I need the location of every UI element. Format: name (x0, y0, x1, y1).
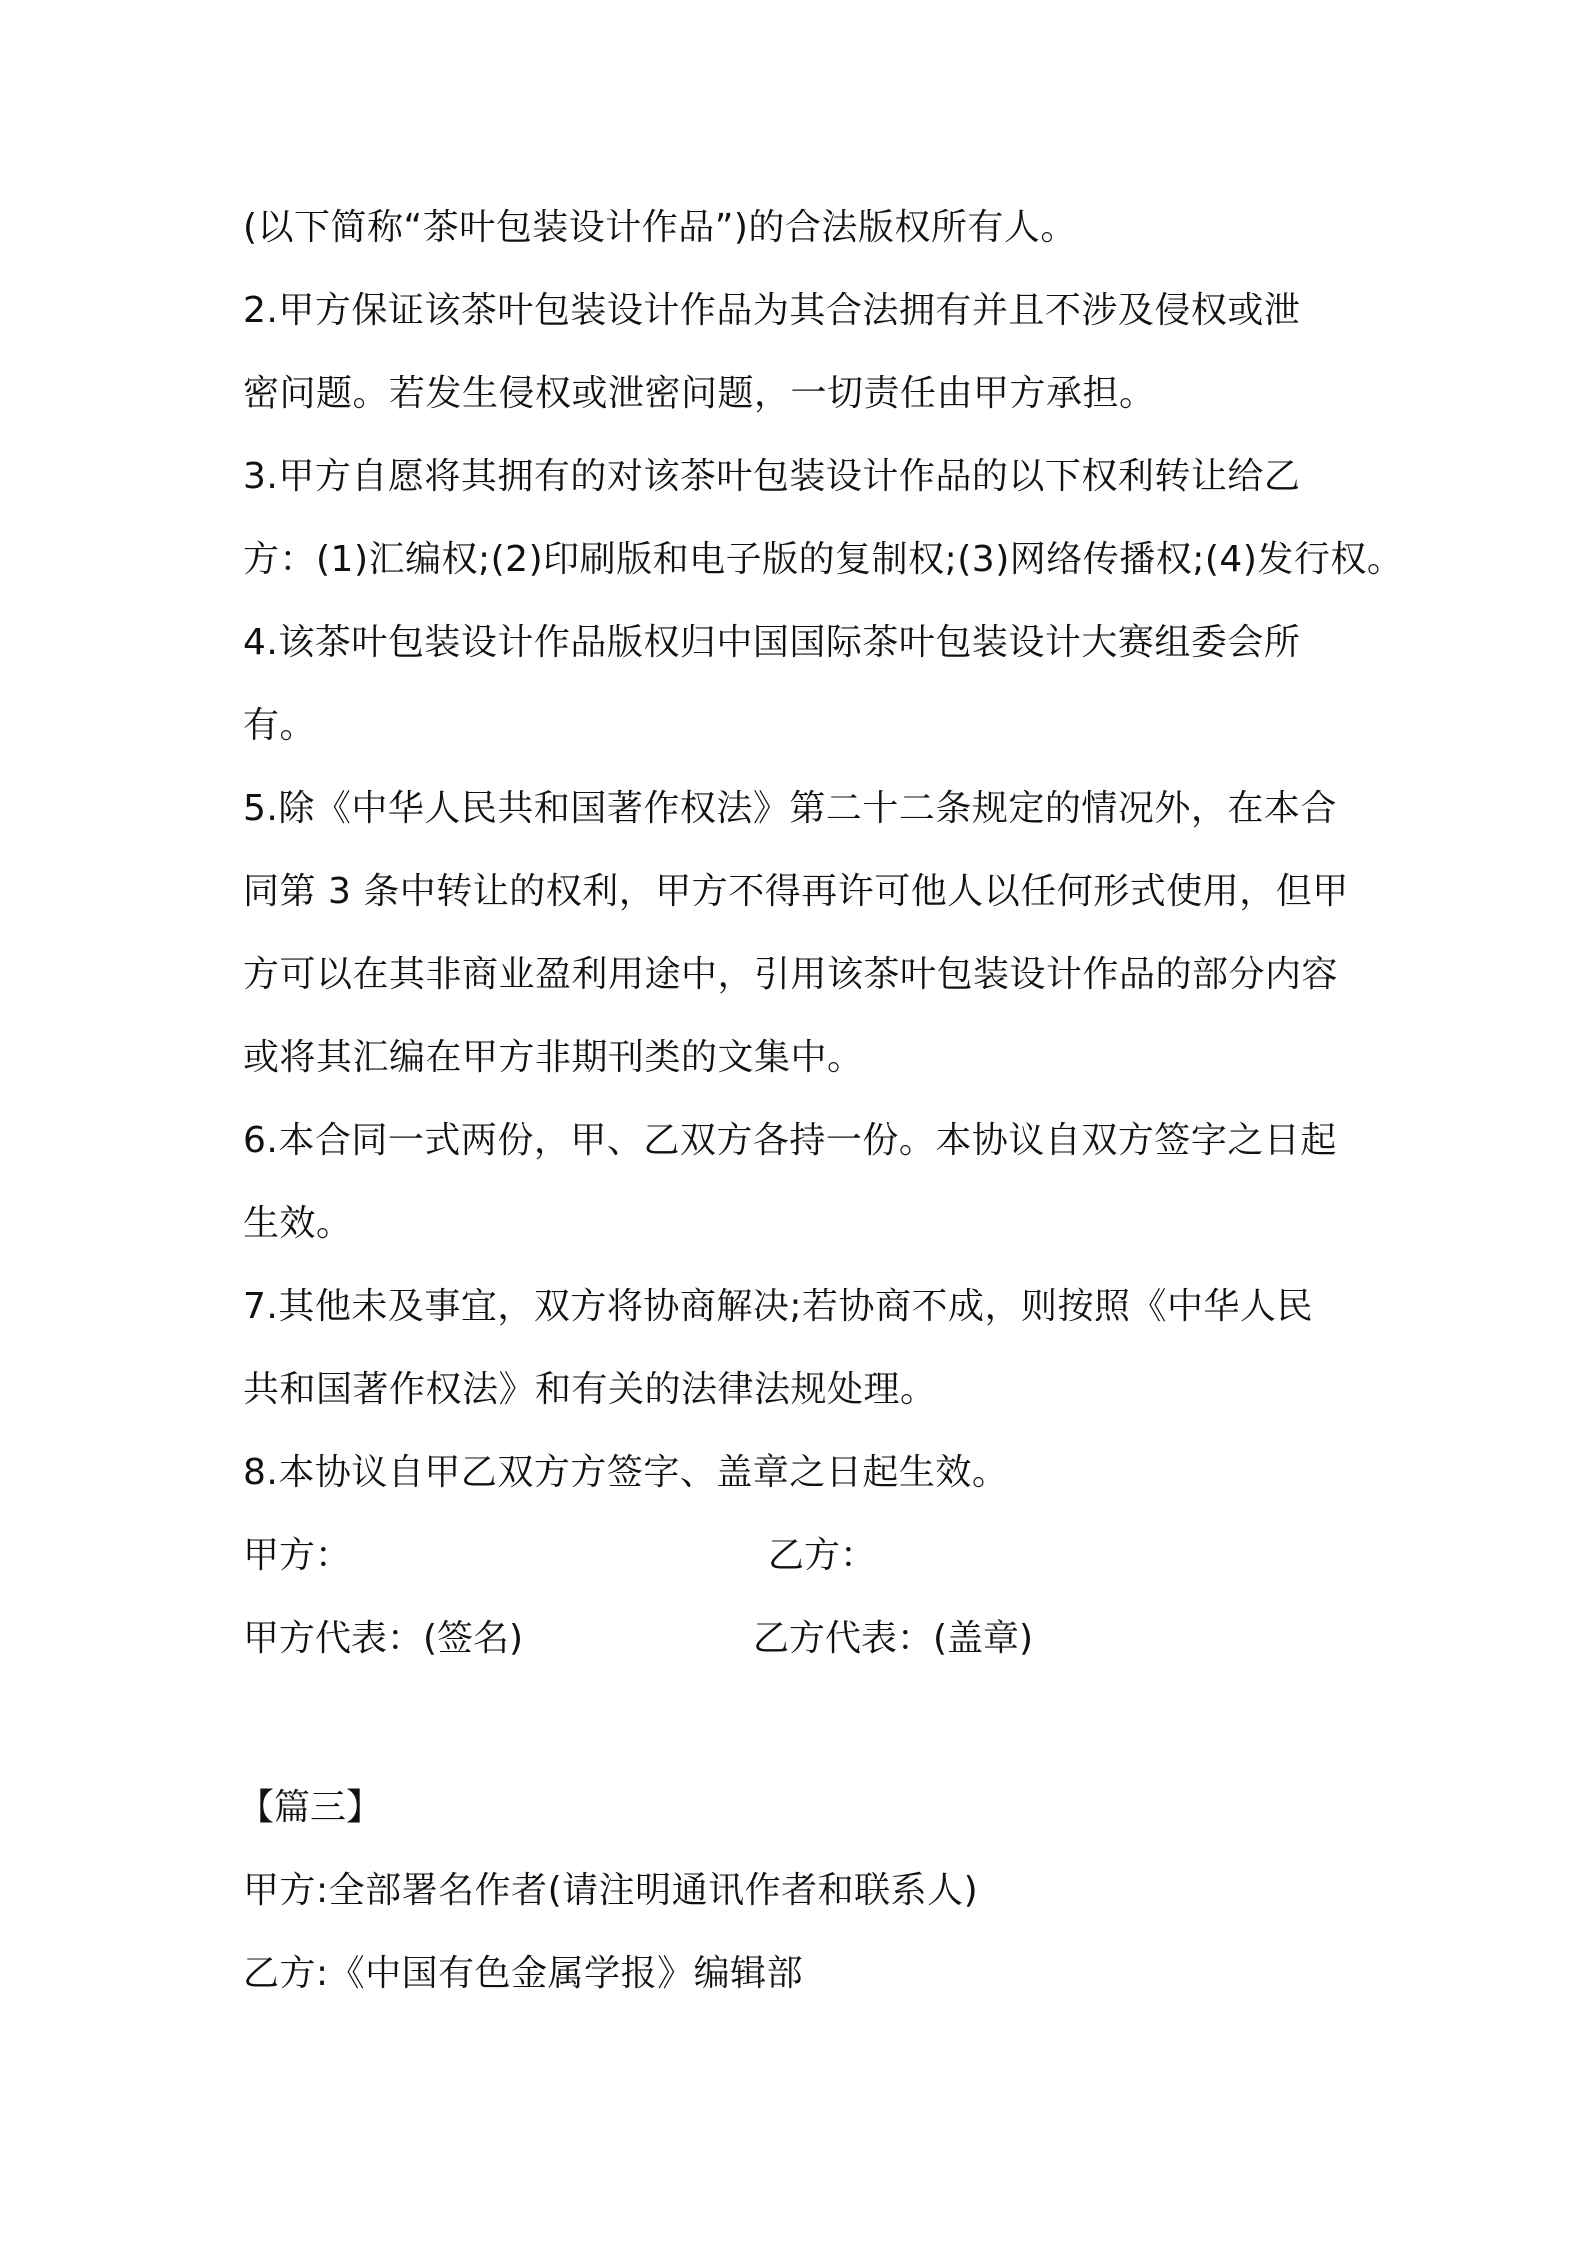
clause-4-line-1: 4.该茶叶包装设计作品版权归中国国际茶叶包装设计大赛组委会所 (243, 622, 1301, 663)
party-b-label: 乙方： (768, 1535, 877, 1576)
section-title: 【篇三】 (238, 1787, 383, 1828)
clause-8-line-1: 8.本协议自甲乙双方方签字、盖章之日起生效。 (243, 1452, 1009, 1493)
party-a-label: 甲方： (243, 1535, 352, 1576)
clause-2-line-1: 2.甲方保证该茶叶包装设计作品为其合法拥有并且不涉及侵权或泄 (243, 290, 1301, 331)
clause-6-line-1: 6.本合同一式两份，甲、乙双方各持一份。本协议自双方签字之日起 (243, 1120, 1337, 1161)
party-b-representative: 乙方代表：(盖章) (753, 1618, 1034, 1659)
clause-5-line-4: 或将其汇编在甲方非期刊类的文集中。 (243, 1037, 864, 1078)
party-a-representative: 甲方代表：(签名) (243, 1618, 524, 1659)
clause-7-line-2: 共和国著作权法》和有关的法律法规处理。 (243, 1369, 937, 1410)
clause-3-line-1: 3.甲方自愿将其拥有的对该茶叶包装设计作品的以下权利转让给乙 (243, 456, 1301, 497)
clause-3-line-2: 方：(1)汇编权;(2)印刷版和电子版的复制权;(3)网络传播权;(4)发行权。 (243, 539, 1404, 580)
clause-5-line-2: 同第 3 条中转让的权利，甲方不得再许可他人以任何形式使用，但甲 (243, 871, 1349, 912)
clause-5-line-3: 方可以在其非商业盈利用途中，引用该茶叶包装设计作品的部分内容 (243, 954, 1339, 995)
clause-2-line-2: 密问题。若发生侵权或泄密问题，一切责任由甲方承担。 (243, 373, 1156, 414)
section-line-2: 乙方:《中国有色金属学报》编辑部 (243, 1953, 804, 1994)
section-line-1: 甲方:全部署名作者(请注明通讯作者和联系人) (243, 1870, 979, 1911)
clause-7-line-1: 7.其他未及事宜，双方将协商解决;若协商不成，则按照《中华人民 (243, 1286, 1313, 1327)
clause-6-line-2: 生效。 (243, 1203, 353, 1244)
clause-4-line-2: 有。 (243, 705, 317, 746)
clause-5-line-1: 5.除《中华人民共和国著作权法》第二十二条规定的情况外，在本合 (243, 788, 1337, 829)
body-line-1: (以下简称“茶叶包装设计作品”)的合法版权所有人。 (243, 207, 1077, 248)
